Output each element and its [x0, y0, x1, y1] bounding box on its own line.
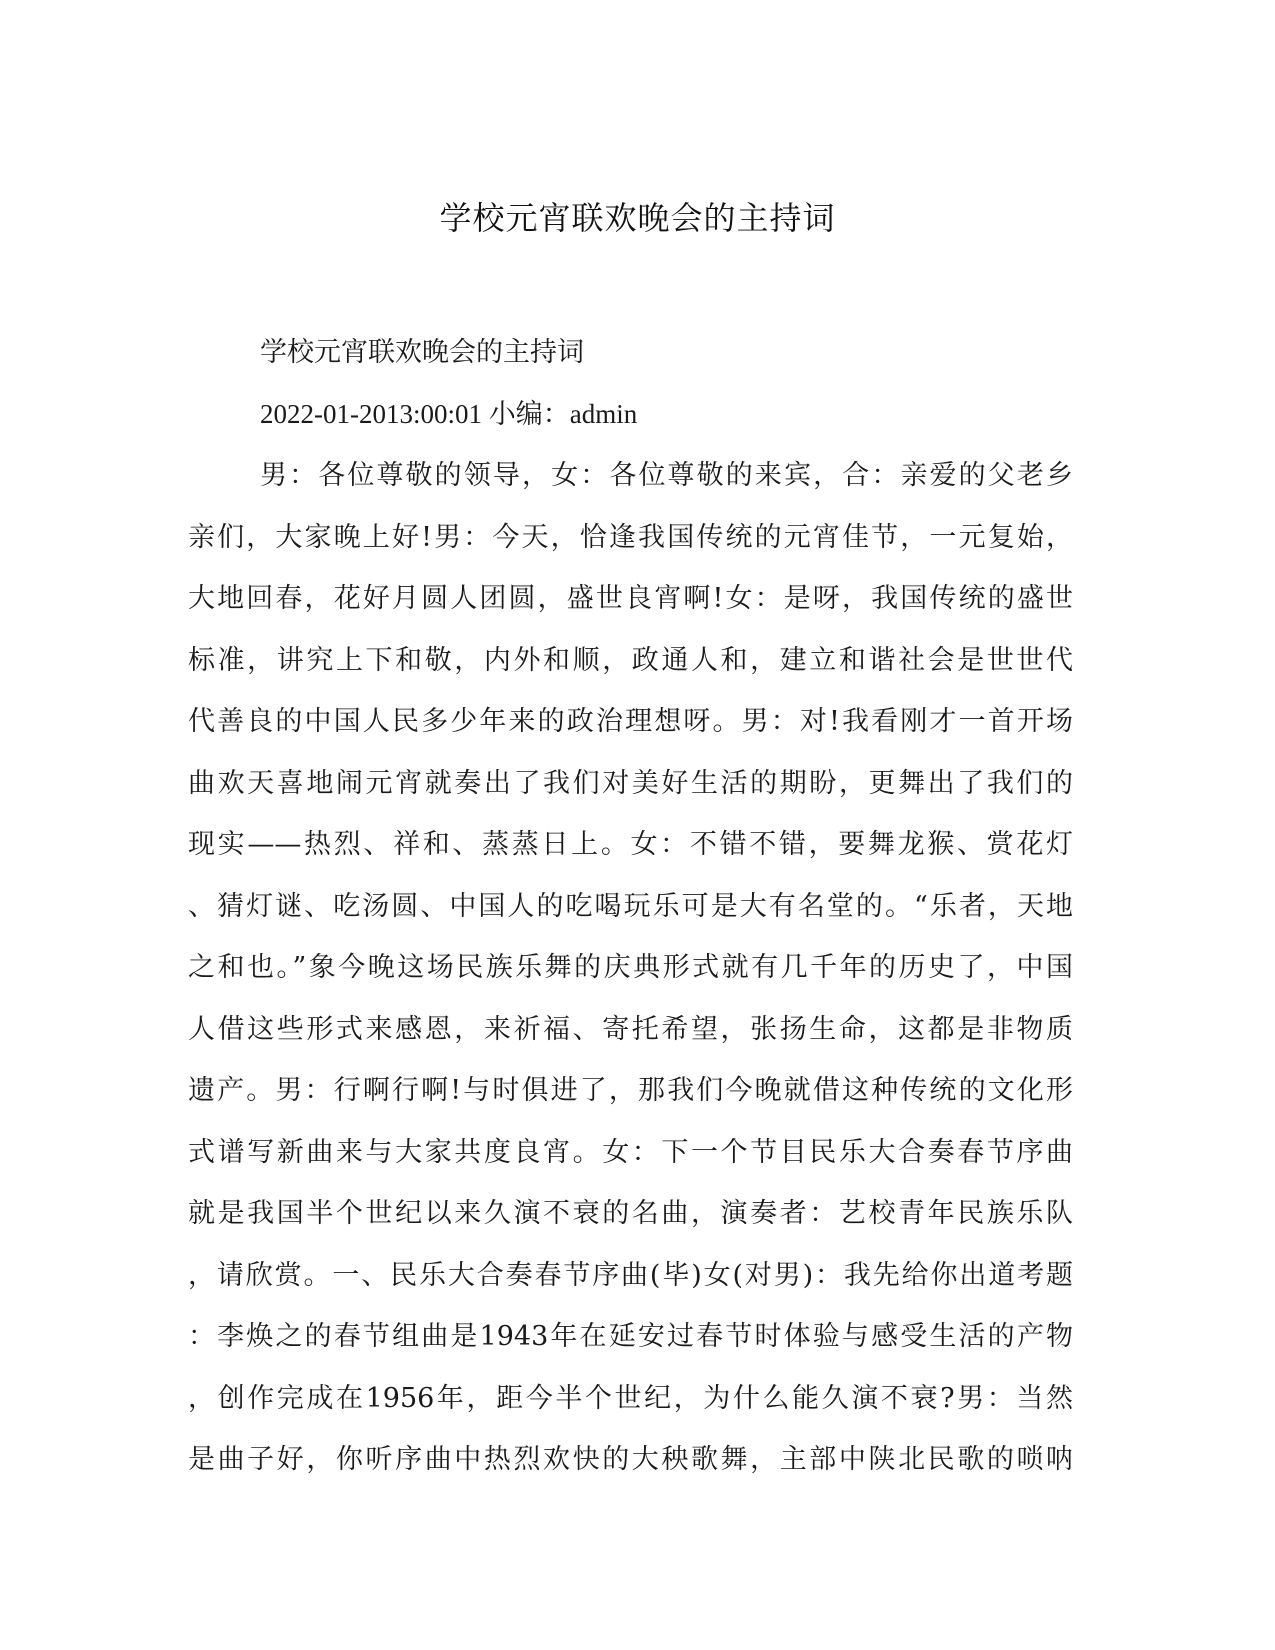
- paragraph-line: 代善良的中国人民多少年来的政治理想呀。男：对!我看刚才一首开场: [188, 706, 1073, 737]
- paragraph-line: ：李焕之的春节组曲是1943年在延安过春节时体验与感受生活的产物: [188, 1321, 1073, 1352]
- paragraph-line: ，请欣赏。一、民乐大合奏春节序曲(毕)女(对男)：我先给你出道考题: [188, 1259, 1073, 1291]
- paragraph-line: 之和也。”象今晚这场民族乐舞的庆典形式就有几千年的历史了，中国: [188, 952, 1073, 983]
- paragraph-line: 曲欢天喜地闹元宵就奏出了我们对美好生活的期盼，更舞出了我们的: [188, 767, 1073, 799]
- paragraph-line: 人借这些形式来感恩，来祈福、寄托希望，张扬生命，这都是非物质: [188, 1013, 1073, 1045]
- meta-line: 2022-01-2013:00:01 小编：admin: [260, 398, 638, 429]
- paragraph-line: ，创作完成在1956年，距今半个世纪，为什么能久演不衰?男：当然: [188, 1382, 1073, 1414]
- paragraph-line: 、猜灯谜、吃汤圆、中国人的吃喝玩乐可是大有名堂的。“乐者，天地: [188, 890, 1073, 922]
- paragraph-line: 亲们，大家晚上好!男：今天，恰逢我国传统的元宵佳节，一元复始，: [188, 521, 1073, 553]
- paragraph-line: 是曲子好，你听序曲中热烈欢快的大秧歌舞，主部中陕北民歌的唢呐: [188, 1444, 1073, 1475]
- document-title: 学校元宵联欢晚会的主持词: [439, 199, 836, 237]
- paragraph-line: 大地回春，花好月圆人团圆，盛世良宵啊!女：是呀，我国传统的盛世: [188, 583, 1073, 614]
- paragraph-line: 式谱写新曲来与大家共度良宵。女：下一个节目民乐大合奏春节序曲: [188, 1136, 1073, 1168]
- paragraph-line: 现实——热烈、祥和、蒸蒸日上。女：不错不错，要舞龙猴、赏花灯: [188, 829, 1073, 860]
- paragraph-line: 就是我国半个世纪以来久演不衰的名曲，演奏者：艺校青年民族乐队: [188, 1198, 1073, 1229]
- document-body: [188, 322, 1073, 1491]
- paragraph-line: 男：各位尊敬的领导，女：各位尊敬的来宾，合：亲爱的父老乡: [260, 460, 1073, 491]
- subtitle-line: 学校元宵联欢晚会的主持词: [260, 337, 584, 368]
- paragraph-line: 遗产。男：行啊行啊!与时俱进了，那我们今晚就借这种传统的文化形: [188, 1075, 1073, 1106]
- paragraph-line: 标准，讲究上下和敬，内外和顺，政通人和，建立和谐社会是世世代: [188, 644, 1073, 676]
